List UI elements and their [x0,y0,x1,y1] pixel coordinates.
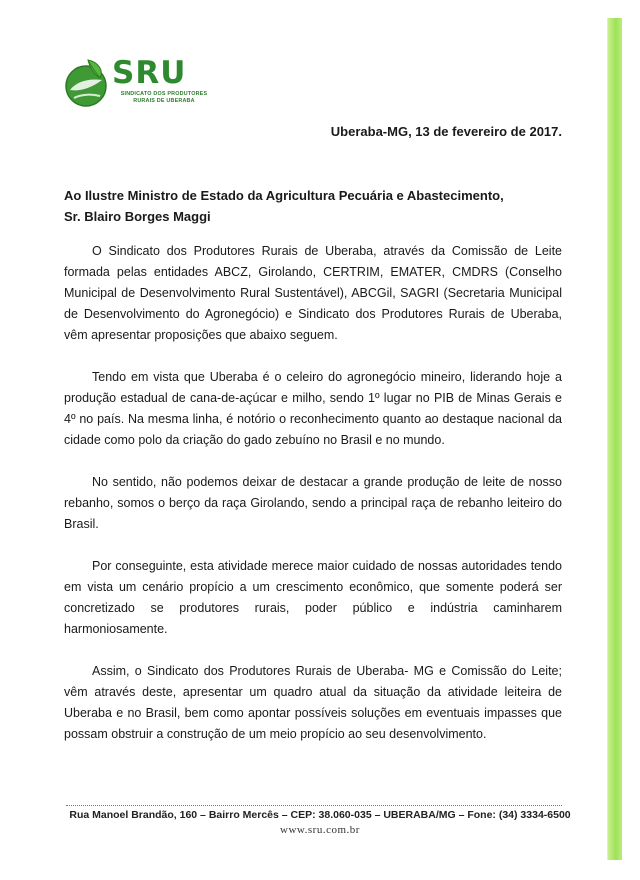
logo-subtitle [114,91,214,105]
addressee-line-2: Sr. Blairo Borges Maggi [64,209,211,224]
footer-website: www.sru.com.br [280,824,360,836]
addressee-line-1: Ao Ilustre Ministro de Estado da Agricultura Pecuária e Abastecimento, [64,188,504,203]
letter-body [64,241,562,766]
body-paragraph-5: Assim, o Sindicato dos Produtores Rurais de Uberaba- MG e Comissão do Leite; vêm através deste, apresentar um quadro atual da situação da atividade leiteira de Uberaba e no Brasil, bem como apontar possíveis soluções em eventuais impasses que possam obstruir a construção de um meio propício ao seu desenvolvimento. [64,664,562,741]
leaf-globe-icon [64,56,110,108]
logo-wordmark: SRU [112,55,187,91]
letter-date: Uberaba-MG, 13 de fevereiro de 2017. [330,124,562,139]
logo-subtitle-line-1: SINDICATO DOS PRODUTORES [120,91,208,97]
logo-subtitle-line-2: RURAIS DE UBERABA [133,98,195,104]
footer-divider [66,805,562,806]
sru-logo [64,56,214,112]
letter-addressee [64,185,564,227]
body-paragraph-4: Por conseguinte, esta atividade merece maior cuidado de nossas autoridades tendo em vista um cenário propício a um crescimento econômico, que somente poderá ser concretizado se produtores rurais, poder público e indústria caminharem harmoniosamente. [64,559,562,636]
body-paragraph-1: O Sindicato dos Produtores Rurais de Uberaba, através da Comissão de Leite formada pelas entidades ABCZ, Girolando, CERTRIM, EMATER, CMDRS (Conselho Municipal de Desenvolvimento Rural Sustentável), ABCGil, SAGRI (Secretaria Municipal de Desenvolvimento do Agronegócio) e Sindicato dos Produtores Rurais de Uberaba, vêm apresentar proposições que abaixo seguem. [64,244,562,342]
page-edge-stripe [607,18,622,860]
body-paragraph-3: No sentido, não podemos deixar de destacar a grande produção de leite de nosso rebanho, somos o berço da raça Girolando, sendo a principal raça de rebanho leiteiro do Brasil. [64,475,562,531]
body-paragraph-2: Tendo em vista que Uberaba é o celeiro do agronegócio mineiro, liderando hoje a produção estadual de cana-de-açúcar e milho, sendo 1º lugar no PIB de Minas Gerais e 4º no país. Na mesma linha, é notório o reconhecimento quanto ao destaque nacional da cidade como polo da criação do gado zebuíno no Brasil e no mundo. [64,370,562,447]
footer-address: Rua Manoel Brandão, 160 – Bairro Mercês – CEP: 38.060-035 – UBERABA/MG – Fone: (34) 3334-6500 [69,809,571,821]
